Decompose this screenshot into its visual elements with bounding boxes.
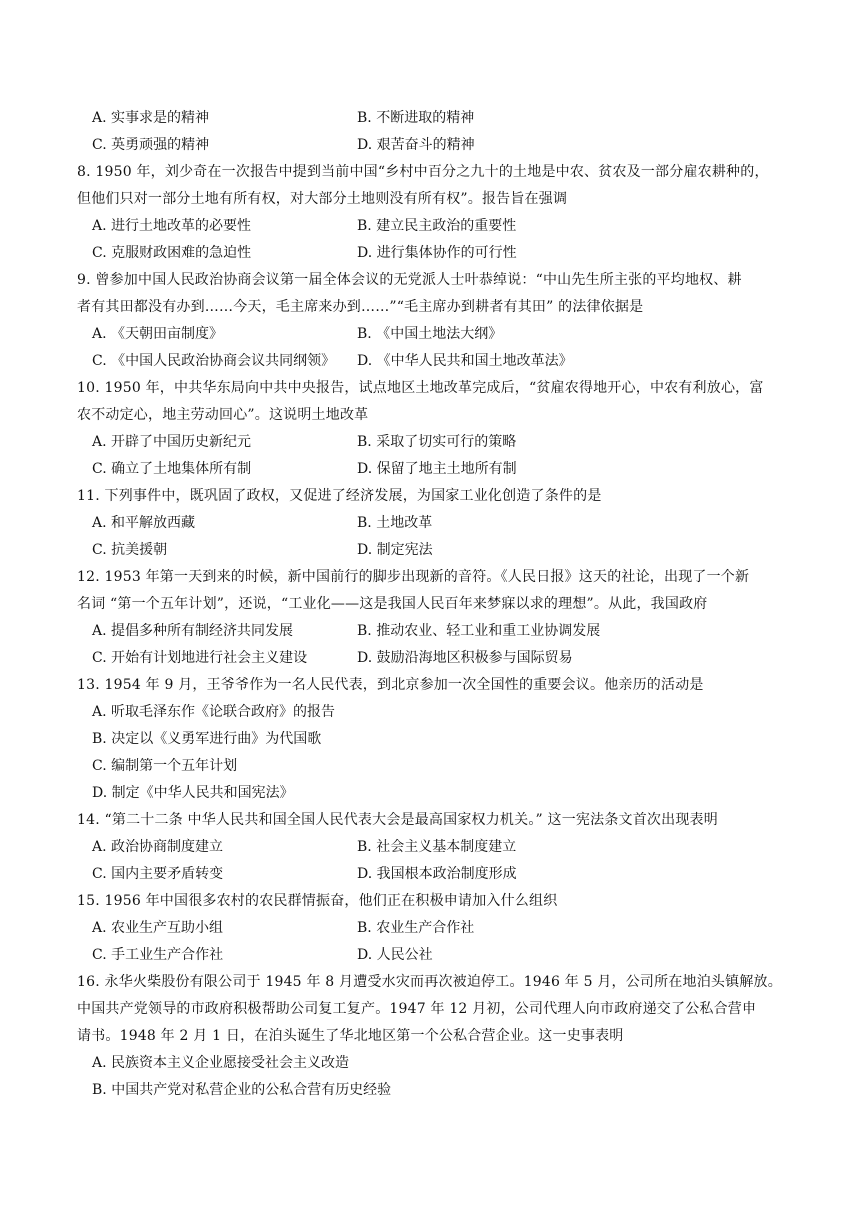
- q12-option-d[interactable]: D. 鼓励沿海地区积极参与国际贸易: [357, 650, 573, 666]
- q11-options-row-1: [0, 511, 860, 535]
- q15-options-row-2: [0, 943, 860, 967]
- q12-stem-line-1: 12. 1953 年第一天到来的时候，新中国前行的脚步出现新的音符。《人民日报》这天的社论，出现了一个新: [77, 569, 750, 585]
- q10-options-row-1: [0, 430, 860, 454]
- q13-option-row-d: [0, 781, 860, 805]
- q9-options-row-1: [0, 322, 860, 346]
- q15-option-d[interactable]: D. 人民公社: [357, 947, 433, 963]
- q12-option-a[interactable]: A. 提倡多种所有制经济共同发展: [92, 623, 294, 639]
- q7-option-d[interactable]: D. 艰苦奋斗的精神: [357, 137, 475, 153]
- q15-option-b[interactable]: B. 农业生产合作社: [357, 920, 475, 936]
- q10-stem-line-1: 10. 1950 年，中共华东局向中共中央报告，试点地区土地改革完成后，“贫雇农得地开心，中农有利放心，富: [77, 380, 764, 396]
- q9-option-d[interactable]: D. 《中华人民共和国土地改革法》: [357, 353, 573, 369]
- q14-option-b[interactable]: B. 社会主义基本制度建立: [357, 839, 517, 855]
- q7-options-row-2: [0, 133, 860, 157]
- q16-option-a[interactable]: A. 民族资本主义企业愿接受社会主义改造: [92, 1055, 350, 1071]
- q14-option-d[interactable]: D. 我国根本政治制度形成: [357, 866, 517, 882]
- q16-stem-line-2: 中国共产党领导的市政府积极帮助公司复工复产。1947 年 12 月初，公司代理人向市政府递交了公私合营申: [77, 1001, 757, 1017]
- q8-option-b[interactable]: B. 建立民主政治的重要性: [357, 218, 517, 234]
- q12-options-row-2: [0, 646, 860, 670]
- q14-options-row-2: [0, 862, 860, 886]
- q15-stem-line-1: 15. 1956 年中国很多农村的农民群情振奋，他们正在积极申请加入什么组织: [77, 893, 558, 909]
- q8-stem-line-1: 8. 1950 年，刘少奇在一次报告中提到当前中国“乡村中百分之九十的土地是中农、贫农及一部分雇农耕种的，: [77, 164, 769, 180]
- q11-stem-line-1: 11. 下列事件中，既巩固了政权，又促进了经济发展，为国家工业化创造了条件的是: [77, 488, 602, 504]
- q11-options-row-2: [0, 538, 860, 562]
- q8-option-c[interactable]: C. 克服财政困难的急迫性: [92, 245, 252, 261]
- q16-option-row-b: [0, 1078, 860, 1102]
- q12-option-b[interactable]: B. 推动农业、轻工业和重工业协调发展: [357, 623, 601, 639]
- q8-option-a[interactable]: A. 进行土地改革的必要性: [92, 218, 252, 234]
- q15-option-c[interactable]: C. 手工业生产合作社: [92, 947, 224, 963]
- q8-option-d[interactable]: D. 进行集体协作的可行性: [357, 245, 517, 261]
- q7-option-c[interactable]: C. 英勇顽强的精神: [92, 137, 210, 153]
- q9-option-b[interactable]: B. 《中国土地法大纲》: [357, 326, 503, 342]
- q13-option-d[interactable]: D. 制定《中华人民共和国宪法》: [92, 785, 294, 801]
- q14-option-c[interactable]: C. 国内主要矛盾转变: [92, 866, 224, 882]
- q12-stem-line-2: 名词 “第一个五年计划”，还说，“工业化——这是我国人民百年来梦寐以求的理想”。从此，我国政府: [77, 596, 708, 612]
- q16-stem-line-1: 16. 永华火柴股份有限公司于 1945 年 8 月遭受水灾而再次被迫停工。1946 年 5 月，公司所在地泊头镇解放。: [77, 974, 782, 990]
- q10-option-a[interactable]: A. 开辟了中国历史新纪元: [92, 434, 252, 450]
- q14-option-a[interactable]: A. 政治协商制度建立: [92, 839, 224, 855]
- q11-option-d[interactable]: D. 制定宪法: [357, 542, 433, 558]
- q9-option-c[interactable]: C. 《中国人民政治协商会议共同纲领》: [92, 353, 336, 369]
- q9-option-a[interactable]: A. 《天朝田亩制度》: [92, 326, 224, 342]
- q15-option-a[interactable]: A. 农业生产互助小组: [92, 920, 224, 936]
- q13-option-row-b: [0, 727, 860, 751]
- q10-option-b[interactable]: B. 采取了切实可行的策略: [357, 434, 517, 450]
- q9-stem-line-2: 者有其田都没有办到……今天，毛主席来办到……”“毛主席办到耕者有其田” 的法律依据是: [77, 299, 644, 315]
- q11-option-c[interactable]: C. 抗美援朝: [92, 542, 168, 558]
- q11-option-b[interactable]: B. 土地改革: [357, 515, 433, 531]
- q13-stem-line-1: 13. 1954 年 9 月，王爷爷作为一名人民代表，到北京参加一次全国性的重要会议。他亲历的活动是: [77, 677, 704, 693]
- q10-option-d[interactable]: D. 保留了地主土地所有制: [357, 461, 517, 477]
- q7-option-a[interactable]: A. 实事求是的精神: [92, 110, 210, 126]
- q9-options-row-2: [0, 349, 860, 373]
- q10-options-row-2: [0, 457, 860, 481]
- q9-stem-line-1: 9. 曾参加中国人民政治协商会议第一届全体会议的无党派人士叶恭绰说：“中山先生所主张的平均地权、耕: [77, 272, 742, 288]
- q16-stem-line-3: 请书。1948 年 2 月 1 日，在泊头诞生了华北地区第一个公私合营企业。这一史事表明: [77, 1028, 624, 1044]
- q16-option-row-a: [0, 1051, 860, 1075]
- q7-option-b[interactable]: B. 不断进取的精神: [357, 110, 475, 126]
- q8-options-row-1: [0, 214, 860, 238]
- q13-option-row-c: [0, 754, 860, 778]
- q7-options-row-1: [0, 106, 860, 130]
- q13-option-c[interactable]: C. 编制第一个五年计划: [92, 758, 238, 774]
- q13-option-b[interactable]: B. 决定以《义勇军进行曲》为代国歌: [92, 731, 322, 747]
- q12-option-c[interactable]: C. 开始有计划地进行社会主义建设: [92, 650, 308, 666]
- q13-option-row-a: [0, 700, 860, 724]
- q8-options-row-2: [0, 241, 860, 265]
- q14-stem-line-1: 14. “第二十二条 中华人民共和国全国人民代表大会是最高国家权力机关。” 这一宪法条文首次出现表明: [77, 812, 718, 828]
- q14-options-row-1: [0, 835, 860, 859]
- q16-option-b[interactable]: B. 中国共产党对私营企业的公私合营有历史经验: [92, 1082, 392, 1098]
- q13-option-a[interactable]: A. 听取毛泽东作《论联合政府》的报告: [92, 704, 336, 720]
- q10-option-c[interactable]: C. 确立了土地集体所有制: [92, 461, 252, 477]
- q15-options-row-1: [0, 916, 860, 940]
- q11-option-a[interactable]: A. 和平解放西藏: [92, 515, 196, 531]
- q12-options-row-1: [0, 619, 860, 643]
- q8-stem-line-2: 但他们只对一部分土地有所有权，对大部分土地则没有所有权”。报告旨在强调: [77, 191, 568, 207]
- q10-stem-line-2: 农不动定心，地主劳动回心”。这说明土地改革: [77, 407, 369, 423]
